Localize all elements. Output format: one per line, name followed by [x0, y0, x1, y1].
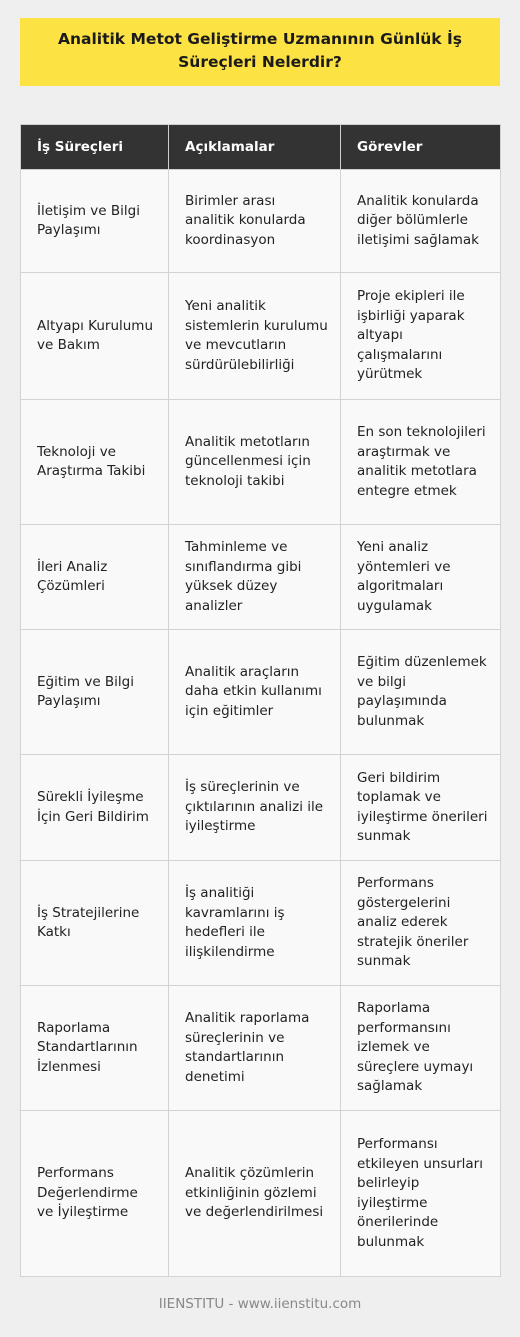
cell-task: Raporlama performansını izlemek ve süreçlere uymayı sağlamak	[341, 986, 501, 1111]
cell-task: Analitik konularda diğer bölümlerle iletişimi sağlamak	[341, 170, 501, 273]
cell-process: Performans Değerlendirme ve İyileştirme	[21, 1111, 169, 1277]
cell-process: Eğitim ve Bilgi Paylaşımı	[21, 630, 169, 755]
cell-process: Altyapı Kurulumu ve Bakım	[21, 273, 169, 400]
column-header-descriptions: Açıklamalar	[169, 125, 341, 170]
column-header-tasks: Görevler	[341, 125, 501, 170]
cell-task: Geri bildirim toplamak ve iyileştirme önerileri sunmak	[341, 755, 501, 861]
cell-task: En son teknolojileri araştırmak ve analitik metotlara entegre etmek	[341, 400, 501, 525]
table-row	[21, 755, 501, 861]
table-row	[21, 170, 501, 273]
cell-task: Proje ekipleri ile işbirliği yaparak altyapı çalışmalarını yürütmek	[341, 273, 501, 400]
cell-task: Performans göstergelerini analiz ederek stratejik öneriler sunmak	[341, 861, 501, 986]
process-table	[20, 124, 501, 1277]
page-title: Analitik Metot Geliştirme Uzmanının Günlük İş Süreçleri Nelerdir?	[20, 18, 500, 86]
cell-process: Sürekli İyileşme İçin Geri Bildirim	[21, 755, 169, 861]
cell-task: Yeni analiz yöntemleri ve algoritmaları uygulamak	[341, 525, 501, 630]
table-row	[21, 400, 501, 525]
cell-description: Yeni analitik sistemlerin kurulumu ve mevcutların sürdürülebilirliği	[169, 273, 341, 400]
cell-process: İleri Analiz Çözümleri	[21, 525, 169, 630]
cell-description: Birimler arası analitik konularda koordinasyon	[169, 170, 341, 273]
footer-source: IIENSTITU - www.iienstitu.com	[158, 1296, 362, 1312]
cell-task: Performansı etkileyen unsurları belirleyip iyileştirme önerilerinde bulunmak	[341, 1111, 501, 1277]
cell-process: İletişim ve Bilgi Paylaşımı	[21, 170, 169, 273]
table-header-row	[21, 125, 501, 170]
cell-process: İş Stratejilerine Katkı	[21, 861, 169, 986]
cell-process: Raporlama Standartlarının İzlenmesi	[21, 986, 169, 1111]
table-row	[21, 525, 501, 630]
cell-description: Tahminleme ve sınıflandırma gibi yüksek düzey analizler	[169, 525, 341, 630]
cell-description: İş süreçlerinin ve çıktılarının analizi ile iyileştirme	[169, 755, 341, 861]
column-header-processes: İş Süreçleri	[21, 125, 169, 170]
cell-process: Teknoloji ve Araştırma Takibi	[21, 400, 169, 525]
cell-description: Analitik çözümlerin etkinliğinin gözlemi ve değerlendirilmesi	[169, 1111, 341, 1277]
table-row	[21, 273, 501, 400]
table-row	[21, 986, 501, 1111]
cell-description: Analitik metotların güncellenmesi için teknoloji takibi	[169, 400, 341, 525]
cell-description: Analitik raporlama süreçlerinin ve standartlarının denetimi	[169, 986, 341, 1111]
cell-description: Analitik araçların daha etkin kullanımı için eğitimler	[169, 630, 341, 755]
cell-task: Eğitim düzenlemek ve bilgi paylaşımında bulunmak	[341, 630, 501, 755]
table-row	[21, 861, 501, 986]
cell-description: İş analitiği kavramlarını iş hedefleri ile ilişkilendirme	[169, 861, 341, 986]
table-row	[21, 630, 501, 755]
table-row	[21, 1111, 501, 1277]
